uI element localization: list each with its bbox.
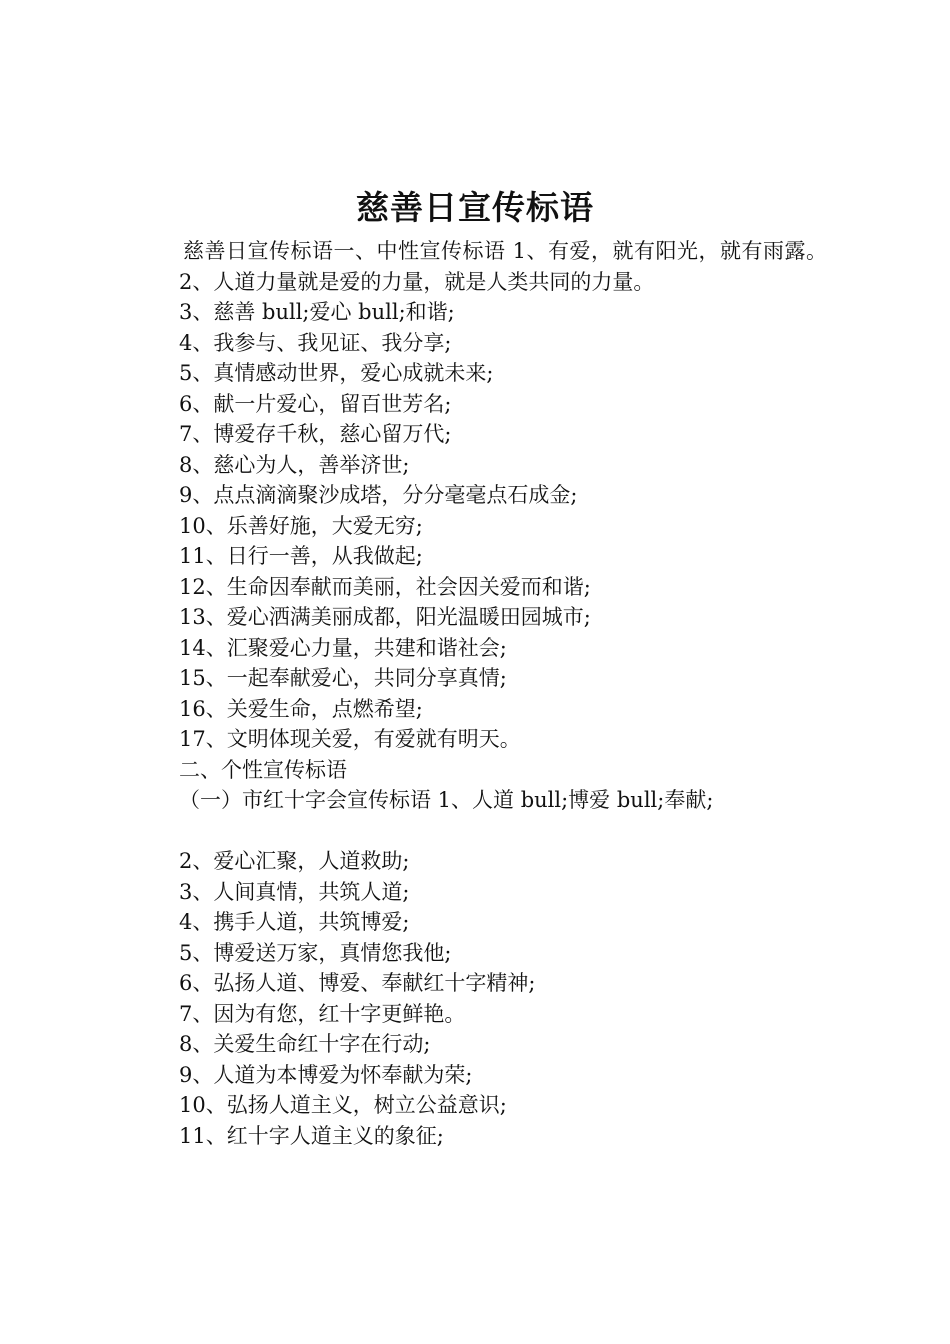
slogan-item: 6、弘扬人道、博爱、奉献红十字精神; <box>179 971 536 995</box>
slogan-item: 11、日行一善，从我做起; <box>179 544 423 568</box>
document-title: 慈善日宣传标语 <box>356 188 594 227</box>
document-body <box>128 236 828 1151</box>
slogan-item: 9、点点滴滴聚沙成塔，分分毫毫点石成金; <box>179 483 578 507</box>
slogan-item: 8、慈心为人，善举济世; <box>179 452 410 477</box>
slogan-item: 8、关爱生命红十字在行动; <box>179 1032 431 1056</box>
slogan-item: 2、人道力量就是爱的力量，就是人类共同的力量。 <box>179 269 655 294</box>
slogan-item: 14、汇聚爱心力量，共建和谐社会; <box>179 635 507 660</box>
slogan-item: 16、关爱生命，点燃希望; <box>179 696 423 721</box>
slogan-item: 9、人道为本博爱为怀奉献为荣; <box>179 1062 473 1087</box>
slogan-item: 3、慈善 bull;爱心 bull;和谐; <box>179 300 455 324</box>
section-heading-personalized: 二、个性宣传标语 <box>179 757 347 782</box>
slogan-item: 4、携手人道，共筑博爱; <box>179 910 410 934</box>
slogan-item: 3、人间真情，共筑人道; <box>179 879 410 904</box>
subsection-heading-red-cross: （一）市红十字会宣传标语 1、人道 bull;博爱 bull;奉献; <box>179 788 714 812</box>
slogan-item: 7、博爱存千秋，慈心留万代; <box>179 422 452 446</box>
slogan-item: 7、因为有您，红十字更鲜艳。 <box>179 1001 466 1026</box>
slogan-item: 17、文明体现关爱，有爱就有明天。 <box>179 727 521 751</box>
slogan-item: 13、爱心洒满美丽成都，阳光温暖田园城市; <box>179 605 591 629</box>
slogan-item: 5、真情感动世界，爱心成就未来; <box>179 361 494 385</box>
slogan-item: 15、一起奉献爱心，共同分享真情; <box>179 666 507 690</box>
slogan-list-general <box>128 267 828 755</box>
slogan-item: 10、弘扬人道主义，树立公益意识; <box>179 1093 507 1117</box>
slogan-item: 11、红十字人道主义的象征; <box>179 1123 444 1148</box>
slogan-list-red-cross <box>128 846 828 1151</box>
slogan-item: 2、爱心汇聚，人道救助; <box>179 849 410 873</box>
slogan-item: 5、博爱送万家，真情您我他; <box>179 940 452 965</box>
slogan-item: 12、生命因奉献而美丽，社会因关爱而和谐; <box>179 574 591 599</box>
slogan-item: 6、献一片爱心，留百世芳名; <box>179 391 452 416</box>
blank-line <box>128 816 828 847</box>
slogan-item: 10、乐善好施，大爱无穷; <box>179 513 423 538</box>
intro-paragraph: 慈善日宣传标语一、中性宣传标语 1、有爱，就有阳光，就有雨露。 <box>183 239 828 263</box>
slogan-item: 4、我参与、我见证、我分享; <box>179 330 452 355</box>
